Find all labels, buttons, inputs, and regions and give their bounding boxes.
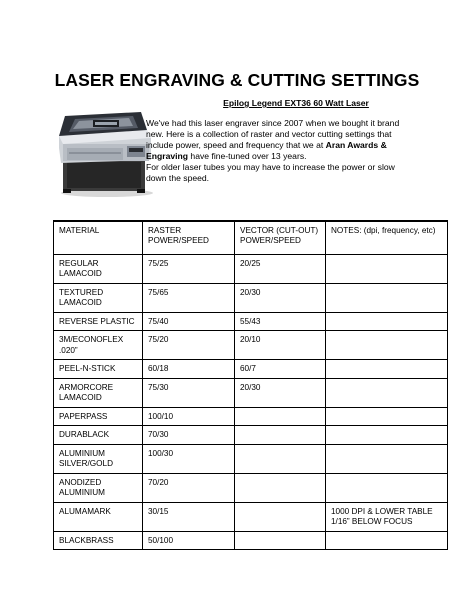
cell-vector: 20/30 bbox=[235, 284, 326, 313]
cell-notes bbox=[326, 284, 448, 313]
table-row bbox=[54, 531, 448, 549]
header-vector: VECTOR (CUT-OUT) POWER/SPEED bbox=[235, 221, 326, 255]
cell-raster: 75/30 bbox=[143, 378, 235, 407]
company-name: Aran Awards & Engraving bbox=[146, 140, 387, 162]
cell-notes bbox=[326, 255, 448, 284]
intro-text bbox=[146, 118, 408, 185]
table-header-row bbox=[54, 221, 448, 255]
cell-material: ANODIZED ALUMINIUM bbox=[54, 473, 143, 502]
intro-paragraph bbox=[146, 118, 408, 162]
cell-vector bbox=[235, 502, 326, 531]
cell-material: ALUMINIUM SILVER/GOLD bbox=[54, 444, 143, 473]
cell-material: PEEL-N-STICK bbox=[54, 360, 143, 378]
cell-raster: 75/40 bbox=[143, 313, 235, 331]
cell-material: BLACKBRASS bbox=[54, 531, 143, 549]
document-subtitle: Epilog Legend EXT36 60 Watt Laser bbox=[223, 98, 369, 108]
cell-raster: 100/10 bbox=[143, 407, 235, 425]
table-row bbox=[54, 313, 448, 331]
cell-raster: 75/20 bbox=[143, 331, 235, 360]
cell-vector bbox=[235, 407, 326, 425]
table-row bbox=[54, 426, 448, 444]
cell-material: REGULAR LAMACOID bbox=[54, 255, 143, 284]
cell-vector bbox=[235, 426, 326, 444]
cell-vector: 20/30 bbox=[235, 378, 326, 407]
table-row bbox=[54, 407, 448, 425]
table-row bbox=[54, 502, 448, 531]
cell-material: REVERSE PLASTIC bbox=[54, 313, 143, 331]
cell-notes bbox=[326, 313, 448, 331]
table-row bbox=[54, 331, 448, 360]
table-row bbox=[54, 473, 448, 502]
table-row bbox=[54, 444, 448, 473]
cell-vector: 55/43 bbox=[235, 313, 326, 331]
cell-notes bbox=[326, 426, 448, 444]
cell-raster: 50/100 bbox=[143, 531, 235, 549]
table-row bbox=[54, 360, 448, 378]
cell-notes bbox=[326, 444, 448, 473]
cell-vector: 20/25 bbox=[235, 255, 326, 284]
cell-vector: 20/10 bbox=[235, 331, 326, 360]
laser-engraver-photo bbox=[55, 108, 155, 198]
cell-raster: 70/20 bbox=[143, 473, 235, 502]
cell-vector: 60/7 bbox=[235, 360, 326, 378]
cell-notes bbox=[326, 331, 448, 360]
header-raster: RASTER POWER/SPEED bbox=[143, 221, 235, 255]
cell-material: ARMORCORE LAMACOID bbox=[54, 378, 143, 407]
intro-text-part2: have fine-tuned over 13 years. bbox=[188, 151, 307, 162]
cell-raster: 60/18 bbox=[143, 360, 235, 378]
cell-notes bbox=[326, 531, 448, 549]
cell-material: 3M/ECONOFLEX .020” bbox=[54, 331, 143, 360]
cell-raster: 70/30 bbox=[143, 426, 235, 444]
table-row bbox=[54, 255, 448, 284]
cell-notes bbox=[326, 378, 448, 407]
table-row bbox=[54, 378, 448, 407]
intro-text-part1: We've had this laser engraver since 2007 when we bought it brand new. Here is a collection of raster and vector cutting settings that include power, speed and frequency that we at bbox=[146, 118, 400, 151]
cell-material: DURABLACK bbox=[54, 426, 143, 444]
cell-notes bbox=[326, 473, 448, 502]
cell-raster: 30/15 bbox=[143, 502, 235, 531]
cell-vector bbox=[235, 444, 326, 473]
cell-notes: 1000 DPI & LOWER TABLE 1/16” BELOW FOCUS bbox=[326, 502, 448, 531]
settings-table bbox=[53, 220, 448, 550]
cell-notes bbox=[326, 407, 448, 425]
table-row bbox=[54, 284, 448, 313]
header-material: MATERIAL bbox=[54, 221, 143, 255]
cell-material: TEXTURED LAMACOID bbox=[54, 284, 143, 313]
cell-notes bbox=[326, 360, 448, 378]
cell-material: ALUMAMARK bbox=[54, 502, 143, 531]
document-title: LASER ENGRAVING & CUTTING SETTINGS bbox=[54, 70, 420, 90]
cell-raster: 100/30 bbox=[143, 444, 235, 473]
cell-vector bbox=[235, 473, 326, 502]
cell-raster: 75/65 bbox=[143, 284, 235, 313]
cell-raster: 75/25 bbox=[143, 255, 235, 284]
header-notes: NOTES: (dpi, frequency, etc) bbox=[326, 221, 448, 255]
cell-material: PAPERPASS bbox=[54, 407, 143, 425]
intro-note: For older laser tubes you may have to increase the power or slow down the speed. bbox=[146, 162, 395, 184]
cell-vector bbox=[235, 531, 326, 549]
